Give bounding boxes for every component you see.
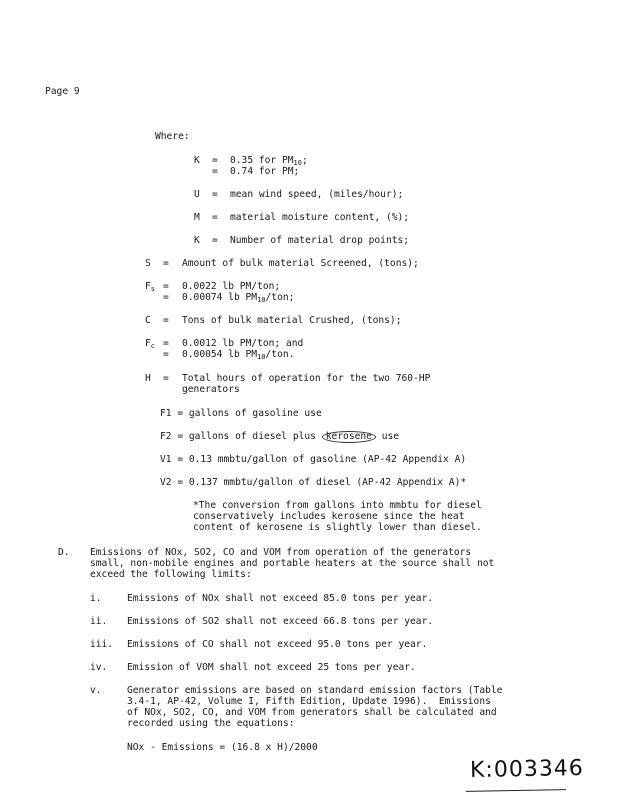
u-definition: mean wind speed, (miles/hour); xyxy=(230,189,404,200)
h-symbol: H xyxy=(145,373,151,384)
item-i-number: i. xyxy=(90,593,102,604)
footnote-line1: *The conversion from gallons into mmbtu for diesel xyxy=(193,500,482,511)
section-d-label: D. xyxy=(58,547,70,558)
c-equals: = xyxy=(163,315,169,326)
item-v-line1: Generator emissions are based on standard emission factors (Table xyxy=(127,685,503,696)
c-symbol: C xyxy=(145,315,151,326)
k-pm10-value: 0.35 for $PM_{10}$; xyxy=(230,155,308,167)
footnote-line3: content of kerosene is slightly lower than diesel. xyxy=(193,522,482,533)
item-i-text: Emissions of NOx shall not exceed 85.0 tons per year. xyxy=(127,593,434,604)
v1-definition: V1 = 0.13 mmbtu/gallon of gasoline (AP-42 Appendix A) xyxy=(160,454,467,465)
k2-equals: = xyxy=(212,235,218,246)
fs-equals: = xyxy=(163,281,169,292)
c-definition: Tons of bulk material Crushed, (tons); xyxy=(182,315,402,326)
handwritten-document-id: K:003346 xyxy=(469,756,585,783)
k2-definition: Number of material drop points; xyxy=(230,235,410,246)
s-symbol: S xyxy=(145,258,151,269)
s-definition: Amount of bulk material Screened, (tons); xyxy=(182,258,419,269)
m-equals: = xyxy=(212,212,218,223)
section-d-line3: exceed the following limits: xyxy=(90,569,252,580)
item-iii-number: iii. xyxy=(90,639,114,650)
v2-definition: V2 = 0.137 mmbtu/gallon of diesel (AP-42 Appendix A)* xyxy=(160,477,467,488)
f2-definition: F2 = gallons of diesel plus kerosene use xyxy=(160,431,400,442)
h-equals: = xyxy=(163,373,169,384)
item-ii-number: ii. xyxy=(90,616,108,627)
k-pm-value: 0.74 for PM; xyxy=(230,166,300,177)
item-v-number: v. xyxy=(90,685,102,696)
fc-symbol: $F_c$ xyxy=(145,338,155,350)
item-v-line4: recorded using the equations: xyxy=(127,718,295,729)
section-d-line1: Emissions of NOx, SO2, CO and VOM from operation of the generators xyxy=(90,547,472,558)
h-definition-line1: Total hours of operation for the two 760-HP xyxy=(182,373,431,384)
item-v-line3: of NOx, SO2, CO, and VOM from generators shall be calculated and xyxy=(127,707,497,718)
fs-equals-2: = xyxy=(163,292,169,303)
k-equals-2: = xyxy=(212,166,218,177)
where-label: Where: xyxy=(155,131,190,142)
section-d-line2: small, non-mobile engines and portable heaters at the source shall not xyxy=(90,558,495,569)
item-iv-text: Emission of VOM shall not exceed 25 tons per year. xyxy=(127,662,416,673)
f1-definition: F1 = gallons of gasoline use xyxy=(160,408,322,419)
fc-value-pm10: 0.00054 lb $PM_{10}$/ton. xyxy=(182,349,295,361)
fs-value-pm: 0.0022 lb PM/ton; xyxy=(182,281,281,292)
fc-value-pm: 0.0012 lb PM/ton; and xyxy=(182,338,304,349)
fc-equals-2: = xyxy=(163,349,169,360)
k-symbol: K xyxy=(194,155,200,166)
kerosene-circled: kerosene xyxy=(322,431,376,443)
u-equals: = xyxy=(212,189,218,200)
nox-equation: NOx - Emissions = (16.8 x H)/2000 xyxy=(127,742,318,753)
handwritten-underline xyxy=(466,789,566,792)
item-iv-number: iv. xyxy=(90,662,108,673)
fs-value-pm10: 0.00074 lb $PM_{10}$/ton; xyxy=(182,292,295,304)
item-iii-text: Emissions of CO shall not exceed 95.0 tons per year. xyxy=(127,639,428,650)
item-v-line2: 3.4-1, AP-42, Volume I, Fifth Edition, Update 1996). Emissions xyxy=(127,696,491,707)
u-symbol: U xyxy=(194,189,200,200)
fc-equals: = xyxy=(163,338,169,349)
footnote-line2: conservatively includes kerosene since the heat xyxy=(193,511,465,522)
k-equals: = xyxy=(212,155,218,166)
item-ii-text: Emissions of SO2 shall not exceed 66.8 tons per year. xyxy=(127,616,434,627)
page-number: Page 9 xyxy=(45,86,80,97)
k2-symbol: K xyxy=(194,235,200,246)
h-definition-line2: generators xyxy=(182,384,240,395)
m-definition: material moisture content, (%); xyxy=(230,212,410,223)
s-equals: = xyxy=(163,258,169,269)
fs-symbol: $F_s$ xyxy=(145,281,155,293)
m-symbol: M xyxy=(194,212,200,223)
